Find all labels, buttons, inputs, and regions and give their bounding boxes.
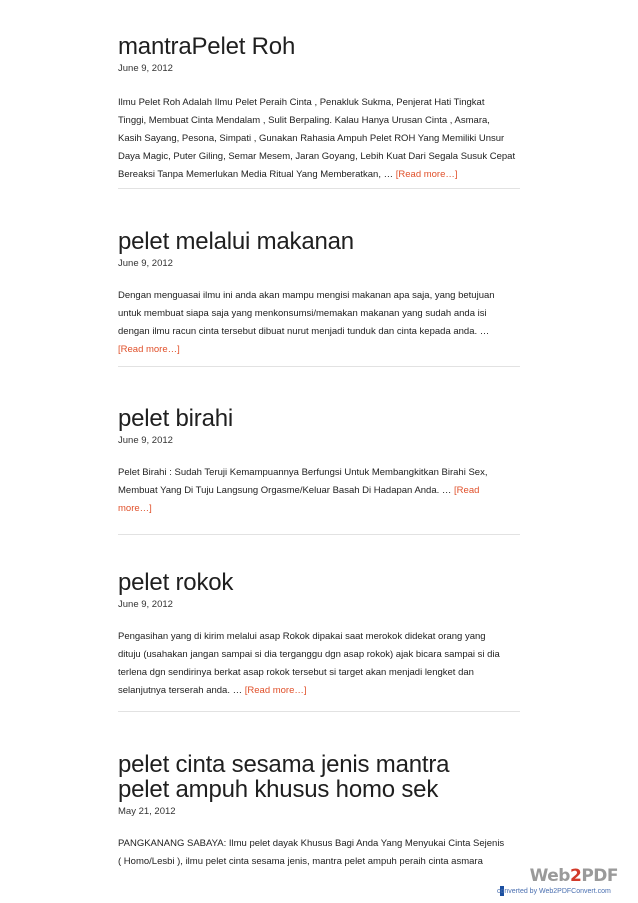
post-title[interactable]: mantraPelet Roh	[118, 33, 296, 60]
post-separator	[118, 711, 520, 712]
read-more-link[interactable]: [Read more…]	[118, 485, 480, 514]
post-excerpt	[118, 464, 520, 518]
excerpt-text: PANGKANANG SABAYA: Ilmu pelet dayak Khusus Bagi Anda Yang Menyukai Cinta Sejenis ( Homo/Lesbi ), ilmu pelet cinta sesama jenis, mantra pelet ampuh peraih cinta asmara	[118, 838, 505, 867]
read-more-link[interactable]: [Read more…]	[118, 344, 180, 355]
excerpt-text: Dengan menguasai ilmu ini anda akan mampu mengisi makanan apa saja, yang betujuan untuk membuat siapa saja yang menkonsumsi/memakan makanan yang sudah anda isi dengan ilmu racun cinta tersebut dibuat nurut menjadi tunduk dan cinta kepada anda. …	[118, 290, 495, 337]
post-title[interactable]: pelet melalui makanan	[118, 228, 354, 255]
post-date: June 9, 2012	[118, 63, 173, 74]
excerpt-text: Ilmu Pelet Roh Adalah Ilmu Pelet Peraih Cinta , Penakluk Sukma, Penjerat Hati Tingkat Tinggi, Membuat Cinta Mendalam , Sulit Berpaling. Kalau Hanya Urusan Cinta , Asmara, Kasih Sayang, Pesona, Simpati , Gunakan Rahasia Ampuh Pelet ROH Yang Memiliki Unsur Daya Magic, Puter Giling, Semar Mesem, Jaran Goyang, Lebih Kuat Dari Segala Susuk Cepat Bereaksi Tanpa Memerlukan Media Ritual Yang Memberatkan, …	[118, 97, 516, 180]
post-date: June 9, 2012	[118, 435, 173, 446]
post-excerpt	[118, 835, 528, 871]
excerpt-text: Pelet Birahi : Sudah Teruji Kemampuannya Berfungsi Untuk Membangkitkan Birahi Sex, Membuat Yang Di Tuju Langsung Orgasme/Keluar Basah Di Hadapan Anda. …	[118, 467, 488, 496]
read-more-link[interactable]: [Read more…]	[395, 169, 458, 180]
post-date: May 21, 2012	[118, 806, 176, 817]
web2pdf-logo[interactable]: Web2PDF	[529, 866, 618, 886]
web2pdf-badge	[497, 866, 628, 898]
post-excerpt	[118, 628, 520, 700]
excerpt-text: Pengasihan yang di kirim melalui asap Rokok dipakai saat merokok didekat orang yang dituju (usahakan jangan sampai si dia terganggu dgn asap rokok) ajak bicara sampai si dia terlena dgn sendirinya berkat asap rokok tersebut si target akan menjadi lengket dan selanjutnya terserah anda. …	[118, 631, 500, 696]
post-excerpt	[118, 94, 520, 184]
post-title[interactable]: pelet cinta sesama jenis mantra pelet ampuh khusus homo sek	[118, 751, 450, 803]
post	[118, 34, 520, 184]
post-title[interactable]: pelet birahi	[118, 405, 234, 432]
post-separator	[118, 188, 520, 189]
post	[118, 406, 520, 518]
post-date: June 9, 2012	[118, 599, 173, 610]
post-date: June 9, 2012	[118, 258, 173, 269]
converted-by-link[interactable]: converted by Web2PDFConvert.com	[497, 888, 611, 895]
post	[118, 570, 520, 700]
post-excerpt	[118, 287, 520, 359]
read-more-link[interactable]: [Read more…]	[244, 685, 307, 696]
post	[118, 229, 520, 359]
post-separator	[118, 366, 520, 367]
post-separator	[118, 534, 520, 535]
post-title[interactable]: pelet rokok	[118, 569, 234, 596]
post	[118, 752, 528, 871]
